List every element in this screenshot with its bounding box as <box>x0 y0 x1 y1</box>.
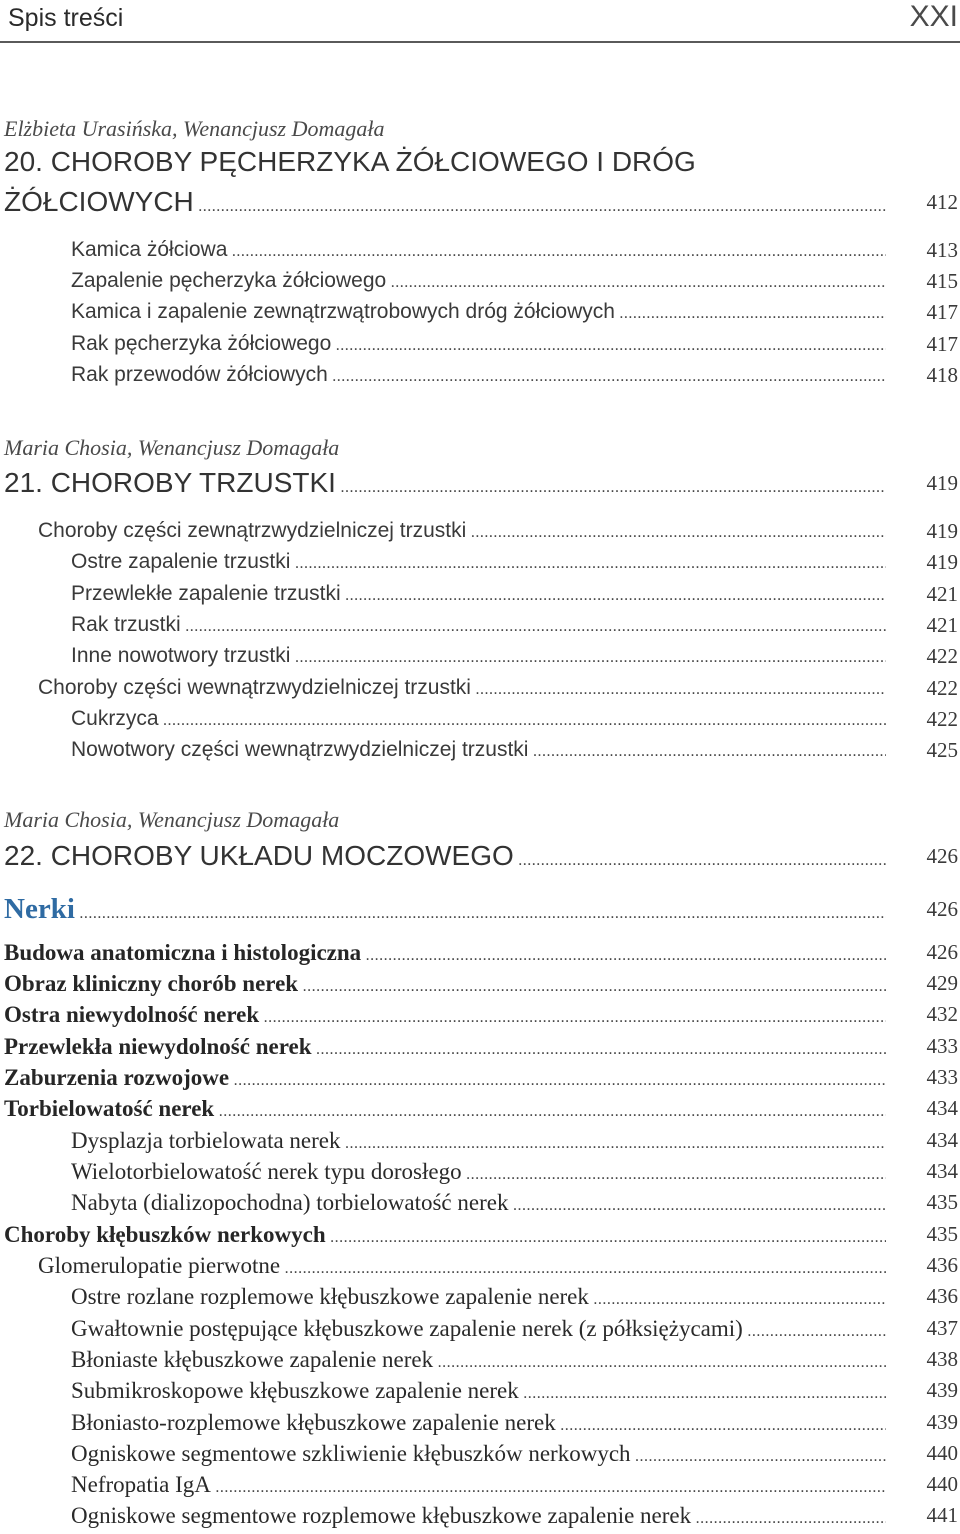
toc-entry-label: Submikroskopowe kłębuszkowe zapalenie nerek ..... <box>71 1378 886 1403</box>
toc-entry-page: 421 <box>926 613 958 637</box>
toc-entry-page: 422 <box>926 676 958 700</box>
toc-entry-label: Choroby części zewnątrzwydzielniczej trzustki ..... <box>38 519 886 542</box>
toc-entry[interactable] <box>0 1347 960 1377</box>
toc-entry-page: 421 <box>926 582 958 606</box>
toc-entry-page: 422 <box>926 644 958 668</box>
toc-entry-page: 432 <box>926 1002 958 1026</box>
toc-entry[interactable] <box>0 1096 960 1126</box>
toc-entry-label: Nowotwory części wewnątrzwydzielniczej trzustki ..... <box>71 738 886 761</box>
toc-entry-page: 419 <box>926 471 958 495</box>
toc-entry-label: Wielotorbielowatość nerek typu dorosłego ..... <box>71 1159 886 1184</box>
toc-entry-page: 415 <box>926 269 958 293</box>
toc-entry-label: Zaburzenia rozwojowe ..... <box>4 1065 886 1090</box>
toc-entry-label: Rak trzustki ..... <box>71 613 886 636</box>
toc-entry-page: 419 <box>926 550 958 574</box>
toc-entry-page: 441 <box>926 1503 958 1527</box>
section-author: Elżbieta Urasińska, Wenancjusz Domagała <box>4 116 385 141</box>
toc-entry-label: Ostra niewydolność nerek ..... <box>4 1002 886 1027</box>
toc-entry-page: 440 <box>926 1441 958 1465</box>
toc-entry-page: 434 <box>926 1128 958 1152</box>
toc-entry-label: 21. CHOROBY TRZUSTKI ..... <box>4 467 886 498</box>
toc-entry[interactable] <box>0 582 960 612</box>
toc-entry-label: Glomerulopatie pierwotne ..... <box>38 1253 886 1278</box>
toc-entry-page: 435 <box>926 1190 958 1214</box>
toc-entry-page: 425 <box>926 738 958 762</box>
toc-entry[interactable] <box>0 676 960 706</box>
toc-entry[interactable] <box>0 467 960 497</box>
toc-entry-page: 434 <box>926 1159 958 1183</box>
toc-entry-page: 435 <box>926 1222 958 1246</box>
toc-entry[interactable] <box>0 971 960 1001</box>
toc-entry[interactable] <box>0 707 960 737</box>
toc-entry-page: 434 <box>926 1096 958 1120</box>
toc-entry-label: Cukrzyca ..... <box>71 707 886 730</box>
toc-entry-page: 439 <box>926 1378 958 1402</box>
toc-entry-page: 422 <box>926 707 958 731</box>
toc-entry[interactable] <box>0 1002 960 1032</box>
toc-entry[interactable] <box>0 613 960 643</box>
toc-entry[interactable] <box>0 840 960 870</box>
page-number-roman: XXI <box>909 0 958 33</box>
toc-entry[interactable] <box>0 332 960 362</box>
toc-entry-label: Budowa anatomiczna i histologiczna ..... <box>4 940 886 965</box>
toc-entry[interactable] <box>0 1472 960 1502</box>
toc-entry[interactable] <box>0 1159 960 1189</box>
toc-entry-page: 433 <box>926 1065 958 1089</box>
toc-entry[interactable] <box>0 1316 960 1346</box>
toc-entry-page: 438 <box>926 1347 958 1371</box>
toc-entry-label: Przewlekła niewydolność nerek ..... <box>4 1034 886 1059</box>
toc-entry[interactable] <box>0 1065 960 1095</box>
toc-entry-label: Kamica żółciowa ..... <box>71 238 886 261</box>
toc-entry[interactable] <box>0 300 960 330</box>
toc-entry[interactable] <box>0 940 960 970</box>
toc-entry[interactable] <box>0 1222 960 1252</box>
toc-entry-label: Obraz kliniczny chorób nerek ..... <box>4 971 886 996</box>
toc-entry-label: 22. CHOROBY UKŁADU MOCZOWEGO ..... <box>4 840 886 871</box>
toc-entry-page: 426 <box>926 844 958 868</box>
toc-entry[interactable] <box>0 1503 960 1533</box>
toc-entry-label: Przewlekłe zapalenie trzustki ..... <box>71 582 886 605</box>
toc-entry[interactable] <box>0 238 960 268</box>
header-divider <box>0 41 960 43</box>
toc-entry-label: Ostre zapalenie trzustki ..... <box>71 550 886 573</box>
toc-entry[interactable] <box>0 519 960 549</box>
toc-entry-label: Nerki ..... <box>4 893 886 925</box>
toc-entry[interactable] <box>0 1378 960 1408</box>
toc-entry-label: Nabyta (dializopochodna) torbielowatość nerek ..... <box>71 1190 886 1215</box>
toc-entry[interactable] <box>0 1190 960 1220</box>
toc-entry-label: Choroby części wewnątrzwydzielniczej trzustki ..... <box>38 676 886 699</box>
toc-entry-page: 436 <box>926 1284 958 1308</box>
toc-entry[interactable] <box>0 269 960 299</box>
toc-entry-page: 436 <box>926 1253 958 1277</box>
toc-entry-page: 433 <box>926 1034 958 1058</box>
page-header <box>0 0 960 44</box>
toc-entry[interactable] <box>0 1284 960 1314</box>
toc-entry-label: Błoniaste kłębuszkowe zapalenie nerek ..... <box>71 1347 886 1372</box>
toc-entry-page: 413 <box>926 238 958 262</box>
toc-entry-label: Torbielowatość nerek ..... <box>4 1096 886 1121</box>
toc-entry-label: Gwałtownie postępujące kłębuszkowe zapalenie nerek (z półksiężycami) ..... <box>71 1316 886 1341</box>
toc-entry-page: 426 <box>926 940 958 964</box>
toc-entry[interactable] <box>0 644 960 674</box>
toc-entry-page: 418 <box>926 363 958 387</box>
toc-entry-label: Kamica i zapalenie zewnątrzwątrobowych dróg żółciowych ..... <box>71 300 886 323</box>
toc-entry-label: Ostre rozlane rozplemowe kłębuszkowe zapalenie nerek ..... <box>71 1284 886 1309</box>
toc-entry[interactable] <box>0 1410 960 1440</box>
toc-entry-page: 440 <box>926 1472 958 1496</box>
toc-entry-page: 426 <box>926 897 958 921</box>
toc-entry[interactable] <box>0 363 960 393</box>
toc-entry-page: 429 <box>926 971 958 995</box>
toc-entry-label: Nefropatia IgA ..... <box>71 1472 886 1497</box>
toc-entry-label: Dysplazja torbielowata nerek ..... <box>71 1128 886 1153</box>
toc-entry-label: Choroby kłębuszków nerkowych ..... <box>4 1222 886 1247</box>
toc-entry-label: Inne nowotwory trzustki ..... <box>71 644 886 667</box>
toc-entry-page: 439 <box>926 1410 958 1434</box>
toc-entry-page: 412 <box>926 190 958 214</box>
toc-entry-label: Ogniskowe segmentowe szkliwienie kłębuszków nerkowych ..... <box>71 1441 886 1466</box>
toc-entry[interactable] <box>0 550 960 580</box>
toc-entry-page: 417 <box>926 300 958 324</box>
section-author: Maria Chosia, Wenancjusz Domagała <box>4 435 340 460</box>
toc-entry-label: Rak pęcherzyka żółciowego ..... <box>71 332 886 355</box>
toc-entry-label: Ogniskowe segmentowe rozplemowe kłębuszkowe zapalenie nerek ..... <box>71 1503 886 1528</box>
toc-entry-label: ŻÓŁCIOWYCH ..... <box>4 186 886 217</box>
running-header-title: Spis treści <box>8 4 124 32</box>
toc-entry[interactable] <box>0 186 960 216</box>
toc-entry[interactable] <box>0 1128 960 1158</box>
toc-entry-label: Zapalenie pęcherzyka żółciowego ..... <box>71 269 886 292</box>
toc-entry[interactable] <box>0 1034 960 1064</box>
toc-entry-label: Błoniasto-rozplemowe kłębuszkowe zapalenie nerek ..... <box>71 1410 886 1435</box>
toc-entry-page: 419 <box>926 519 958 543</box>
toc-entry[interactable] <box>0 738 960 768</box>
toc-entry[interactable] <box>0 893 960 923</box>
toc-entry[interactable] <box>0 1441 960 1471</box>
toc-entry[interactable] <box>0 1253 960 1283</box>
toc-entry-page: 437 <box>926 1316 958 1340</box>
toc-entry-page: 417 <box>926 332 958 356</box>
chapter-title: 20. CHOROBY PĘCHERZYKA ŻÓŁCIOWEGO I DRÓG <box>4 146 696 177</box>
toc-entry-label: Rak przewodów żółciowych ..... <box>71 363 886 386</box>
section-author: Maria Chosia, Wenancjusz Domagała <box>4 807 340 832</box>
